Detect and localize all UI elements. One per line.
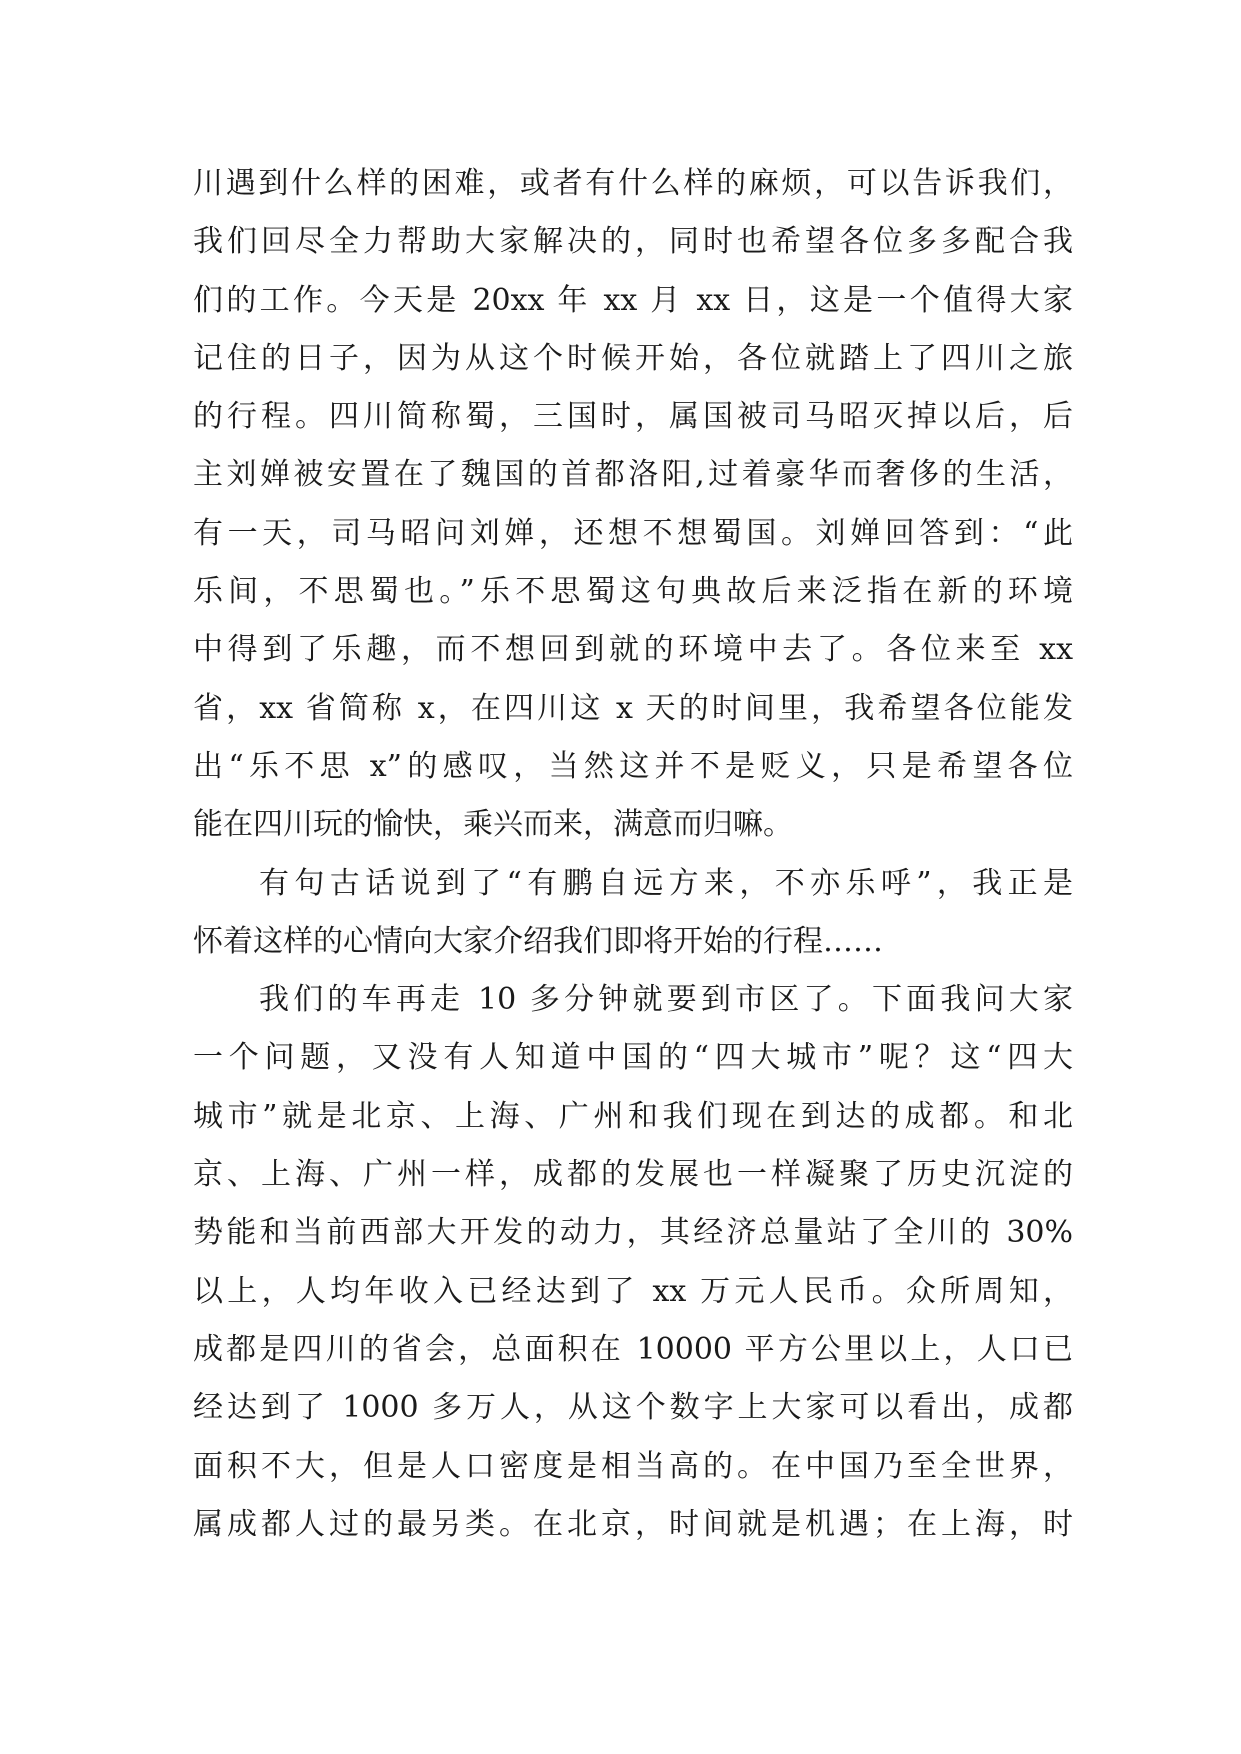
text-line: 怀着这样的心情向大家介绍我们即将开始的行程…… <box>193 923 883 959</box>
paragraph-1 <box>193 155 1073 855</box>
text-line: 成都是四川的省会，总面积在 10000 平方公里以上，人口已 <box>193 1331 1073 1367</box>
text-line: 川遇到什么样的困难，或者有什么样的麻烦，可以告诉我们， <box>193 166 1073 201</box>
paragraph-3 <box>193 971 1073 1554</box>
text-line: 以上，人均年收入已经达到了 xx 万元人民币。众所周知， <box>193 1273 1073 1309</box>
text-line: 主刘婵被安置在了魏国的首都洛阳,过着豪华而奢侈的生活， <box>193 457 1073 493</box>
text-line: 面积不大，但是人口密度是相当高的。在中国乃至全世界， <box>193 1448 1073 1484</box>
text-line: 一个问题，又没有人知道中国的“四大城市”呢？这“四大 <box>193 1040 1073 1076</box>
text-line: 势能和当前西部大开发的动力，其经济总量站了全川的 30% <box>193 1215 1073 1251</box>
text-line: 属成都人过的最另类。在北京，时间就是机遇；在上海，时 <box>193 1506 1073 1542</box>
text-line: 城市”就是北京、上海、广州和我们现在到达的成都。和北 <box>193 1098 1073 1134</box>
text-line: 出“乐不思 x”的感叹，当然这并不是贬义，只是希望各位 <box>193 748 1073 784</box>
text-line: 们的工作。今天是 20xx 年 xx 月 xx 日，这是一个值得大家 <box>193 282 1073 318</box>
text-line: 有一天，司马昭问刘婵，还想不想蜀国。刘婵回答到：“此 <box>193 515 1073 551</box>
text-line: 的行程。四川简称蜀，三国时，属国被司马昭灭掉以后，后 <box>193 399 1073 435</box>
text-line: 中得到了乐趣，而不想回到就的环境中去了。各位来至 xx <box>193 632 1073 668</box>
text-line: 我们回尽全力帮助大家解决的，同时也希望各位多多配合我 <box>193 224 1073 260</box>
text-line: 乐间，不思蜀也。”乐不思蜀这句典故后来泛指在新的环境 <box>193 574 1073 610</box>
text-line: 记住的日子，因为从这个时候开始，各位就踏上了四川之旅 <box>193 340 1073 376</box>
text-line: 经达到了 1000 多万人，从这个数字上大家可以看出，成都 <box>193 1390 1073 1426</box>
text-line: 有句古话说到了“有鹏自远方来，不亦乐呼”，我正是 <box>259 865 1073 901</box>
text-line: 京、上海、广州一样，成都的发展也一样凝聚了历史沉淀的 <box>193 1157 1073 1193</box>
paragraph-2 <box>193 855 1073 972</box>
text-line: 我们的车再走 10 多分钟就要到市区了。下面我问大家 <box>259 982 1073 1018</box>
text-line: 省，xx 省简称 x，在四川这 x 天的时间里，我希望各位能发 <box>193 690 1073 726</box>
text-line: 能在四川玩的愉快，乘兴而来，满意而归嘛。 <box>193 807 793 843</box>
document-body <box>193 155 1073 1554</box>
